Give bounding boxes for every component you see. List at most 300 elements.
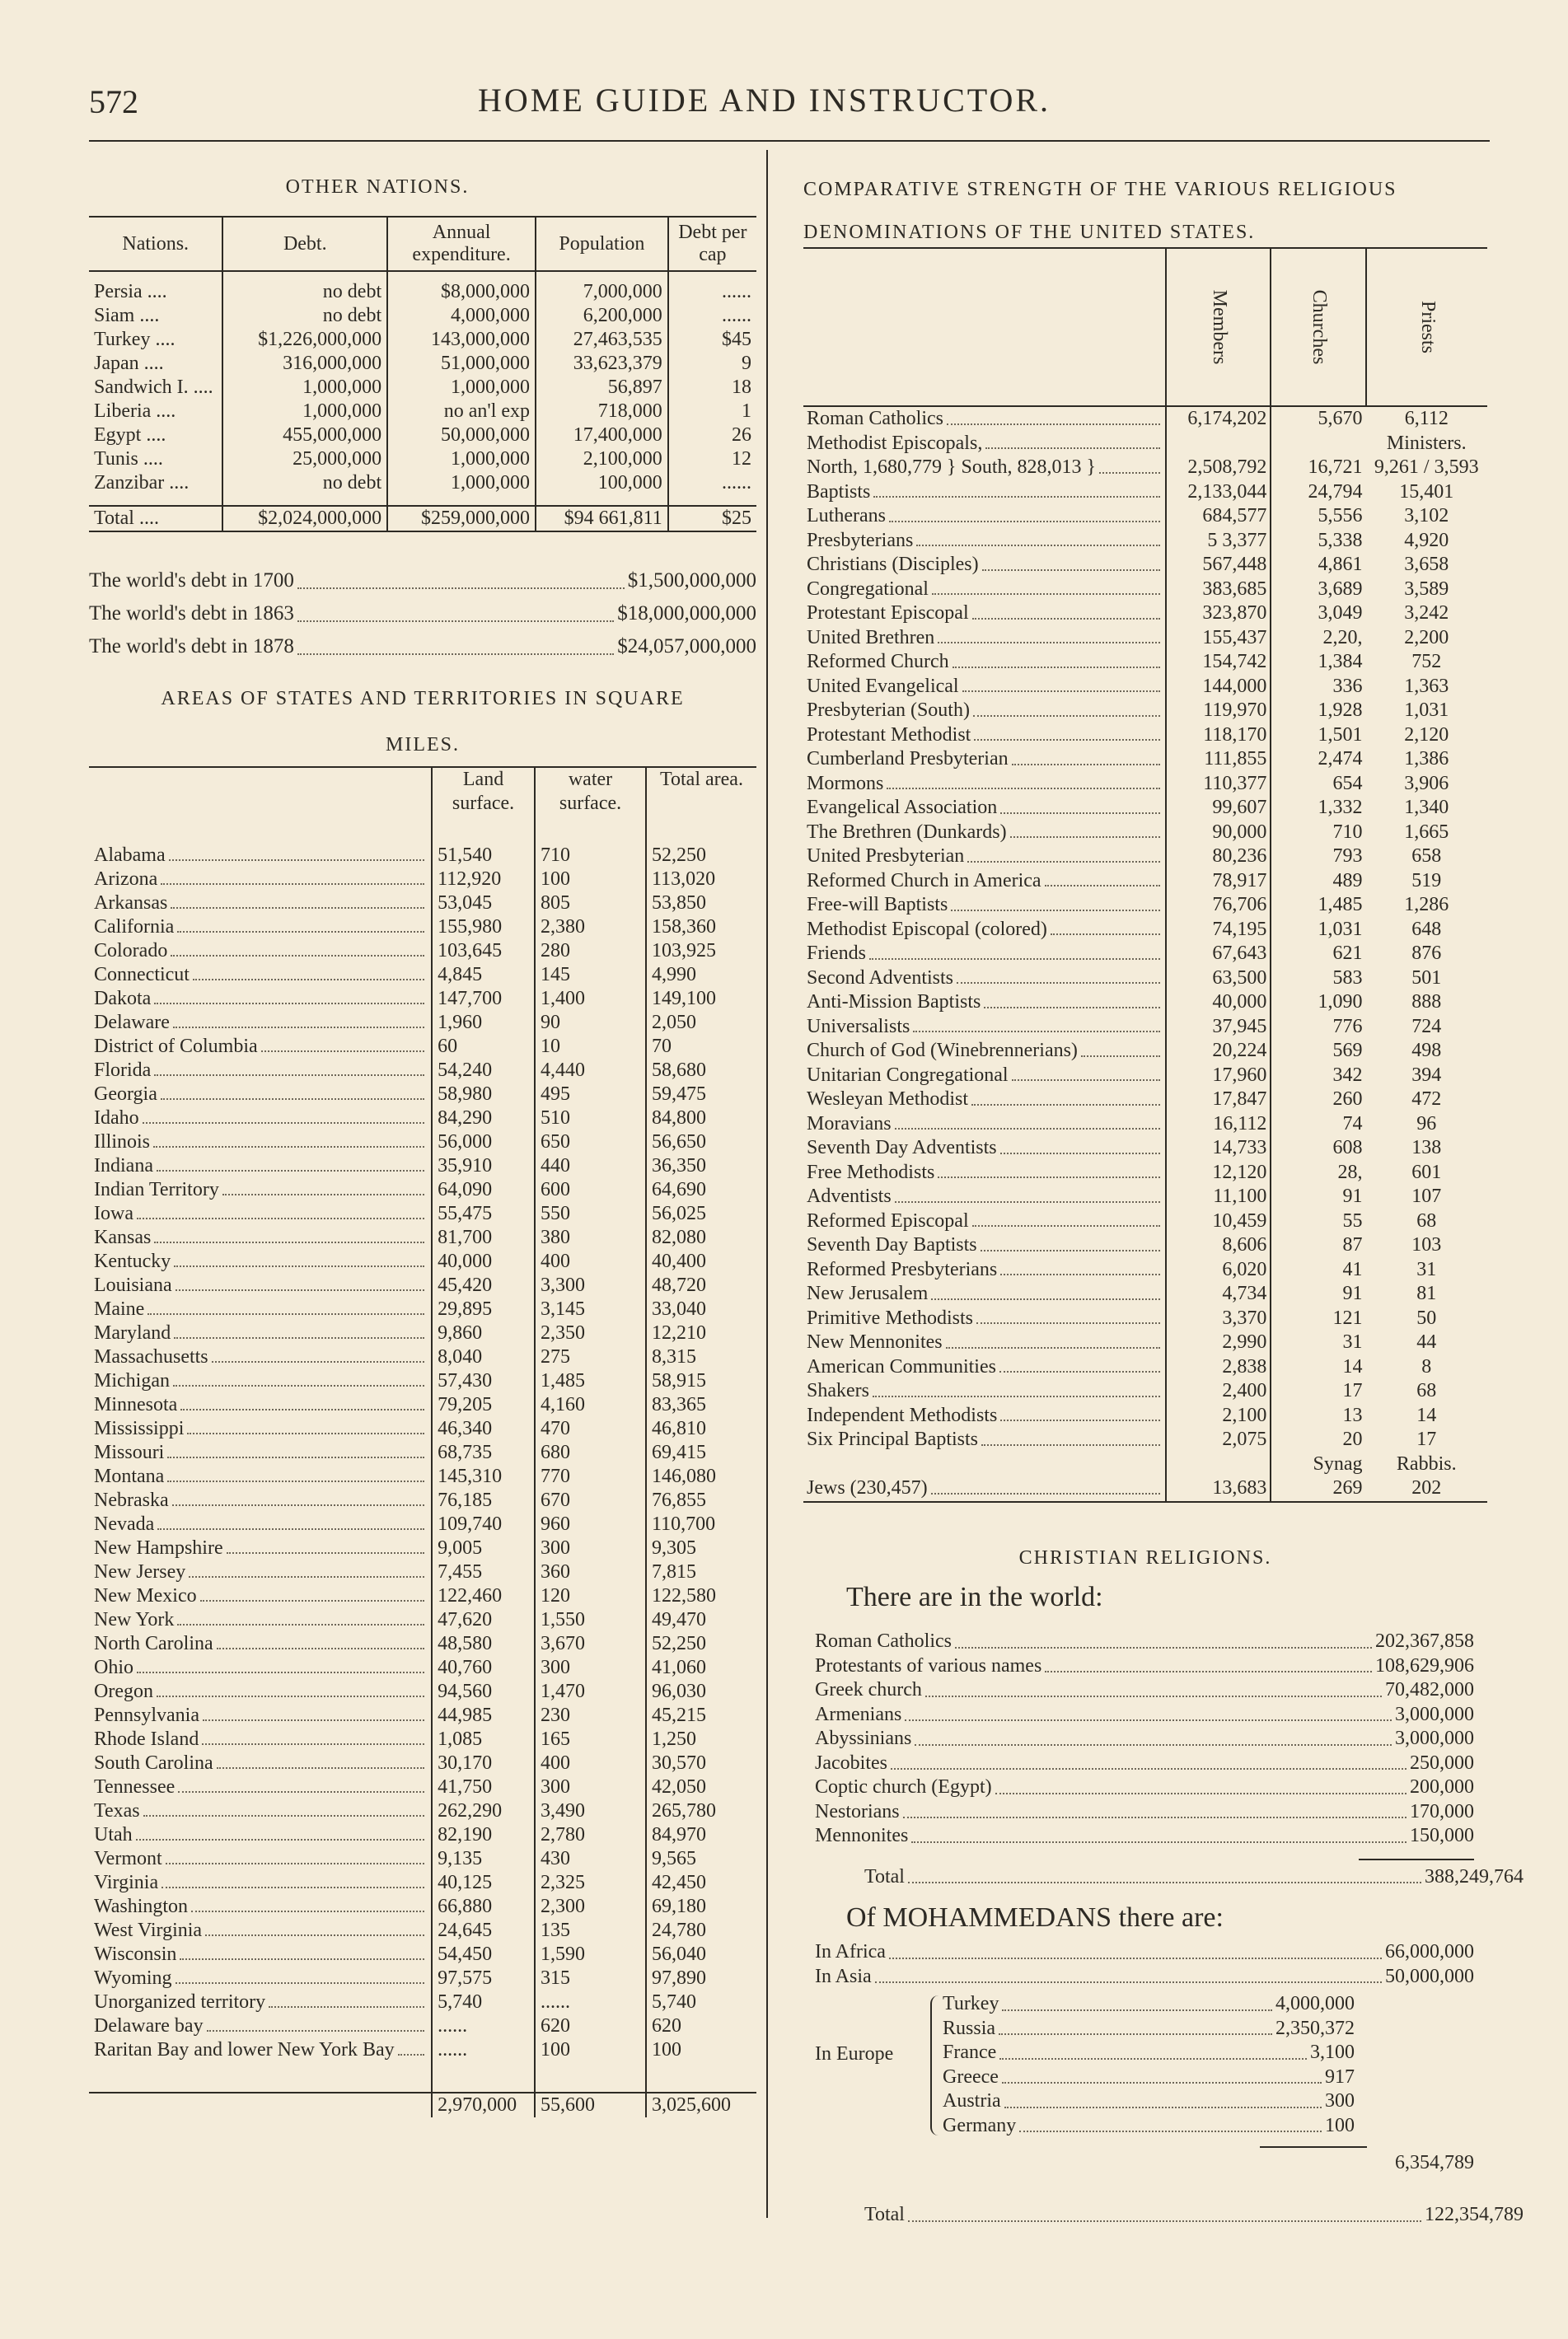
denomination-priests: 9,261 / 3,593: [1374, 456, 1479, 478]
state-water: 4,440: [535, 1059, 646, 1083]
state-name: [89, 987, 432, 1011]
mohammedans-total: [815, 2203, 1524, 2228]
table-row: [803, 723, 1487, 748]
denomination-churches: 1,928: [1271, 699, 1365, 723]
table-row: [803, 1331, 1487, 1355]
leader-dots: [1081, 1039, 1160, 1057]
state-total: 5,740: [646, 1990, 756, 2014]
table-row: [89, 1322, 756, 1345]
table-row: [89, 1226, 756, 1250]
leader-dots: [1004, 2089, 1322, 2108]
table-row: [803, 1453, 1487, 1477]
denomination-churches: 710: [1271, 821, 1365, 845]
nation-population: 17,400,000: [536, 423, 668, 447]
state-total: 1,250: [646, 1728, 756, 1752]
leader-dots: [297, 564, 625, 589]
table-row: [89, 1154, 756, 1178]
state-total: 2,050: [646, 1011, 756, 1035]
leader-dots: [1000, 1136, 1160, 1154]
leader-dots: [176, 1274, 424, 1291]
other-nations-title: OTHER NATIONS.: [285, 176, 470, 198]
leader-dots: [1000, 1258, 1160, 1276]
table-row: [89, 328, 756, 352]
world-debt-value: $24,057,000,000: [617, 635, 756, 657]
christian-total-label: Total: [864, 1865, 905, 1888]
table-row: [89, 915, 756, 939]
state-label: Utah: [94, 1824, 133, 1845]
sum-rule: [1359, 1859, 1474, 1860]
denomination-label: Reformed Church: [807, 651, 949, 672]
table-row: [803, 1209, 1487, 1234]
state-water: 400: [535, 1752, 646, 1775]
denomination-label: Presbyterian (South): [807, 699, 970, 721]
denomination-churches: 569: [1271, 1039, 1365, 1064]
state-water: 100: [535, 868, 646, 891]
state-land: 44,985: [432, 1704, 535, 1728]
table-row: [89, 1584, 756, 1608]
leader-dots: [1051, 918, 1160, 936]
state-water: 280: [535, 939, 646, 963]
state-total: 4,990: [646, 963, 756, 987]
leader-dots: [976, 1307, 1160, 1325]
leader-dots: [166, 1847, 424, 1864]
denomination-churches: 776: [1271, 1015, 1365, 1040]
state-label: Minnesota: [94, 1394, 178, 1415]
table-row: [89, 1274, 756, 1298]
table-row: [89, 1967, 756, 1990]
denomination-name: [803, 1404, 1166, 1429]
denomination-priests: 68: [1416, 1209, 1437, 1232]
total-land: 2,970,000: [432, 2093, 535, 2117]
leader-dots: [207, 2014, 424, 2032]
denomination-members: 40,000: [1166, 990, 1271, 1015]
state-name: [89, 1537, 432, 1560]
denomination-priests: 3,658: [1404, 554, 1449, 575]
denomination-members: 11,100: [1166, 1185, 1271, 1209]
state-water: 670: [535, 1489, 646, 1513]
state-total: 76,855: [646, 1489, 756, 1513]
leader-dots: [972, 601, 1160, 620]
state-name: [89, 1298, 432, 1322]
denomination-priests: 1,340: [1404, 797, 1449, 818]
state-land: 60: [432, 1035, 535, 1059]
state-label: New Mexico: [94, 1585, 197, 1607]
denomination-label: Wesleyan Methodist: [807, 1088, 969, 1110]
denomination-label: Roman Catholics: [807, 408, 943, 429]
table-row: [89, 1919, 756, 1943]
denomination-members: 12,120: [1166, 1161, 1271, 1186]
state-name: [89, 1943, 432, 1967]
table-row: [89, 1943, 756, 1967]
nation-expenditure: no an'l exp: [387, 400, 536, 423]
table-row: [803, 699, 1487, 723]
leader-dots: [193, 963, 424, 980]
leader-dots: [173, 1011, 424, 1028]
state-name: [89, 1990, 432, 2014]
state-total: 52,250: [646, 1632, 756, 1656]
christian-row-value: 200,000: [1410, 1776, 1474, 1798]
table-row: [803, 1282, 1487, 1307]
denomination-members: 74,195: [1166, 918, 1271, 943]
christian-row-label: Mennonites: [815, 1825, 909, 1846]
state-water: 440: [535, 1154, 646, 1178]
state-land: 46,340: [432, 1417, 535, 1441]
state-name: [89, 1322, 432, 1345]
state-label: Dakota: [94, 988, 152, 1009]
christian-religions-title: CHRISTIAN RELIGIONS.: [1018, 1547, 1272, 1569]
christian-row-label: Armenians: [815, 1703, 902, 1725]
denomination-label: United Evangelical: [807, 675, 959, 697]
denomination-priests: 501: [1411, 966, 1442, 989]
state-water: ......: [535, 1990, 646, 2014]
state-land: 109,740: [432, 1513, 535, 1537]
nation-debt: no debt: [222, 471, 387, 495]
state-name: [89, 1465, 432, 1489]
leader-dots: [999, 2017, 1272, 2036]
denomination-priests: 1,031: [1404, 699, 1449, 721]
leader-dots: [200, 1584, 424, 1602]
table-row: [89, 1178, 756, 1202]
denomination-churches: 17: [1271, 1379, 1365, 1404]
total-row: [89, 2093, 756, 2117]
denomination-churches: 5,338: [1271, 529, 1365, 554]
state-name: [89, 1226, 432, 1250]
denomination-name: [803, 942, 1166, 966]
state-name: [89, 1704, 432, 1728]
denomination-name: [803, 1453, 1166, 1477]
world-debt-label: The world's debt in 1878: [89, 635, 294, 657]
state-label: Massachusetts: [94, 1346, 208, 1368]
state-total: 9,565: [646, 1847, 756, 1871]
table-row: [89, 1035, 756, 1059]
denomination-name: [803, 1355, 1166, 1380]
state-water: 145: [535, 963, 646, 987]
state-name: [89, 1919, 432, 1943]
christian-intro: There are in the world:: [846, 1582, 1103, 1612]
leader-dots: [1002, 1992, 1272, 2011]
state-water: 2,380: [535, 915, 646, 939]
denomination-churches: 91: [1271, 1185, 1365, 1209]
table-row: [89, 891, 756, 915]
europe-block: [815, 1992, 1474, 2138]
state-land: 145,310: [432, 1465, 535, 1489]
state-water: 120: [535, 1584, 646, 1608]
table-row: [89, 400, 756, 423]
denomination-members: 17,847: [1166, 1088, 1271, 1112]
state-name: [89, 1130, 432, 1154]
state-total: 146,080: [646, 1465, 756, 1489]
state-name: [89, 1345, 432, 1369]
nation-per-cap: ......: [668, 280, 756, 304]
table-row: [803, 942, 1487, 966]
table-row: [803, 1355, 1487, 1380]
state-label: Idaho: [94, 1107, 139, 1129]
world-debt-value: $1,500,000,000: [627, 569, 756, 592]
state-land: 64,090: [432, 1178, 535, 1202]
denomination-label: Primitive Methodists: [807, 1307, 974, 1329]
state-land: ......: [432, 2038, 535, 2062]
christian-row-value: 170,000: [1410, 1800, 1474, 1822]
leader-dots: [931, 1282, 1160, 1300]
denomination-churches: 489: [1271, 869, 1365, 894]
denomination-name: [803, 601, 1166, 626]
nation-population: 33,623,379: [536, 352, 668, 376]
nation-population: 100,000: [536, 471, 668, 495]
state-name: [89, 1369, 432, 1393]
state-name: [89, 1106, 432, 1130]
table-row: [89, 352, 756, 376]
table-header-row: [803, 248, 1487, 406]
christian-row-label: Nestorians: [815, 1800, 900, 1822]
nation-per-cap: 9: [668, 352, 756, 376]
denomination-name: [803, 1015, 1166, 1040]
denomination-label: Moravians: [807, 1112, 892, 1134]
leader-dots: [227, 1537, 424, 1554]
state-name: [89, 1250, 432, 1274]
state-label: Maine: [94, 1298, 145, 1320]
christian-total: [815, 1865, 1524, 1890]
denomination-priests: 31: [1416, 1258, 1437, 1280]
denomination-label: Universalists: [807, 1015, 910, 1037]
europe-row-value: 2,350,372: [1275, 2017, 1355, 2039]
europe-row-label: France: [943, 2042, 997, 2063]
table-row: [803, 480, 1487, 505]
state-label: Michigan: [94, 1370, 170, 1392]
denomination-churches: 2,474: [1271, 747, 1365, 772]
leader-dots: [873, 480, 1160, 498]
leader-dots: [895, 1112, 1160, 1130]
state-water: 2,325: [535, 1871, 646, 1895]
denomination-label: Reformed Presbyterians: [807, 1258, 998, 1280]
state-label: Unorganized territory: [94, 1991, 266, 2013]
denomination-name: [803, 1088, 1166, 1112]
state-total: 103,925: [646, 939, 756, 963]
nation-expenditure: 1,000,000: [387, 447, 536, 471]
state-total: 59,475: [646, 1083, 756, 1106]
column-divider: [766, 150, 768, 2218]
state-name: [89, 844, 432, 868]
europe-row: [943, 2065, 1355, 2090]
world-debt-row: [89, 630, 756, 663]
nation-name: Sandwich I. ....: [94, 377, 213, 398]
state-name: [89, 1752, 432, 1775]
state-label: Vermont: [94, 1848, 162, 1869]
state-water: 1,550: [535, 1608, 646, 1632]
state-land: 40,760: [432, 1656, 535, 1680]
state-name: [89, 963, 432, 987]
nation-population: 6,200,000: [536, 304, 668, 328]
table-row: [89, 963, 756, 987]
state-total: 113,020: [646, 868, 756, 891]
table-row: [89, 1393, 756, 1417]
nation-debt: 1,000,000: [222, 400, 387, 423]
table-row: [803, 601, 1487, 626]
denomination-churches: 5,556: [1271, 504, 1365, 529]
state-total: 24,780: [646, 1919, 756, 1943]
christian-row: [815, 1752, 1474, 1776]
denomination-members: 567,448: [1166, 553, 1271, 578]
denomination-name: [803, 893, 1166, 918]
world-debt-list: [89, 564, 756, 663]
denomination-name: [803, 1233, 1166, 1258]
state-name: [89, 939, 432, 963]
denomination-members: 2,990: [1166, 1331, 1271, 1355]
denomination-members: 111,855: [1166, 747, 1271, 772]
nation-name: Tunis ....: [94, 448, 163, 470]
denomination-priests: 648: [1411, 918, 1442, 940]
state-total: 122,580: [646, 1584, 756, 1608]
mohammedans-intro: Of MOHAMMEDANS there are:: [846, 1902, 1224, 1933]
state-water: 510: [535, 1106, 646, 1130]
denomination-label: Presbyterians: [807, 529, 914, 551]
state-name: [89, 1489, 432, 1513]
leader-dots: [222, 1178, 424, 1195]
leader-dots: [154, 987, 424, 1004]
state-name: [89, 1154, 432, 1178]
leader-dots: [974, 723, 1160, 741]
state-label: West Virginia: [94, 1920, 203, 1941]
denomination-members: 4,734: [1166, 1282, 1271, 1307]
leader-dots: [180, 1393, 424, 1410]
denomination-label: American Communities: [807, 1355, 996, 1378]
denomination-members: 5 3,377: [1166, 529, 1271, 554]
leader-dots: [217, 1752, 424, 1769]
leader-dots: [981, 1428, 1160, 1446]
state-label: Nebraska: [94, 1490, 169, 1511]
nation-population: 56,897: [536, 376, 668, 400]
table-row: [89, 1130, 756, 1154]
table-row: [803, 1112, 1487, 1137]
mohammedan-region-label: In Asia: [815, 1965, 872, 1987]
table-row: [803, 844, 1487, 869]
denomination-churches: 14: [1271, 1355, 1365, 1380]
state-total: 158,360: [646, 915, 756, 939]
leader-dots: [1012, 747, 1160, 765]
state-land: 9,005: [432, 1537, 535, 1560]
page-number: 572: [89, 83, 138, 120]
leader-dots: [161, 868, 424, 885]
nation-population: 718,000: [536, 400, 668, 423]
denomination-name: [803, 1064, 1166, 1088]
table-row: [89, 1513, 756, 1537]
denomination-churches: 336: [1271, 675, 1365, 699]
denomination-priests: 3,906: [1404, 772, 1449, 794]
leader-dots: [172, 1489, 424, 1506]
denomination-churches: 13: [1271, 1404, 1365, 1429]
leader-dots: [971, 1088, 1160, 1106]
europe-row-value: 917: [1325, 2065, 1355, 2088]
state-water: 960: [535, 1513, 646, 1537]
christian-row-value: 70,482,000: [1385, 1679, 1474, 1700]
leader-dots: [161, 1871, 424, 1888]
denomination-priests: 2,120: [1404, 723, 1449, 746]
leader-dots: [932, 578, 1160, 596]
state-total: 41,060: [646, 1656, 756, 1680]
denomination-label: Free-will Baptists: [807, 894, 948, 915]
denomination-label: Cumberland Presbyterian: [807, 748, 1009, 770]
denomination-churches: 24,794: [1271, 480, 1365, 505]
leader-dots: [171, 891, 424, 909]
denomination-churches: 87: [1271, 1233, 1365, 1258]
state-total: 48,720: [646, 1274, 756, 1298]
state-water: 3,490: [535, 1799, 646, 1823]
state-land: 56,000: [432, 1130, 535, 1154]
denomination-label: Methodist Episcopal (colored): [807, 918, 1047, 940]
denomination-name: [803, 432, 1166, 456]
leader-dots: [167, 1465, 424, 1482]
state-name: [89, 1035, 432, 1059]
denomination-churches: 3,049: [1271, 601, 1365, 626]
state-name: [89, 1823, 432, 1847]
leader-dots: [157, 1680, 424, 1697]
leader-dots: [1010, 821, 1160, 839]
state-total: 97,890: [646, 1967, 756, 1990]
denomination-priests: 15,401: [1399, 480, 1454, 503]
europe-row: [943, 2114, 1355, 2139]
denomination-priests: 752: [1411, 651, 1442, 672]
leader-dots: [189, 1560, 424, 1578]
table-row: [89, 1895, 756, 1919]
state-total: 56,025: [646, 1202, 756, 1226]
state-label: Missouri: [94, 1442, 165, 1463]
table-row: [89, 1560, 756, 1584]
state-water: 275: [535, 1345, 646, 1369]
state-name: [89, 891, 432, 915]
denomination-members: 78,917: [1166, 869, 1271, 894]
table-row: [803, 1015, 1487, 1040]
denomination-label: Jews (230,457): [807, 1477, 928, 1499]
table-row: [803, 1161, 1487, 1186]
state-land: 54,450: [432, 1943, 535, 1967]
denomination-churches: 1,031: [1271, 918, 1365, 943]
state-label: Colorado: [94, 940, 168, 961]
state-land: 9,135: [432, 1847, 535, 1871]
leader-dots: [202, 1728, 424, 1745]
state-name: [89, 1584, 432, 1608]
leader-dots: [938, 1161, 1160, 1179]
col-header-churches: Churches: [1271, 248, 1365, 406]
leader-dots: [985, 432, 1160, 450]
denomination-label: North, 1,680,779 } South, 828,013 }: [807, 456, 1097, 478]
denomination-name: [803, 723, 1166, 748]
table-row: [89, 1083, 756, 1106]
table-row: [803, 456, 1487, 480]
state-label: Oregon: [94, 1681, 153, 1702]
nation-name: Turkey ....: [94, 329, 176, 350]
europe-row-label: Turkey: [943, 1993, 999, 2014]
denomination-priests: 3,589: [1404, 578, 1449, 600]
state-water: 550: [535, 1202, 646, 1226]
denomination-members: 684,577: [1166, 504, 1271, 529]
leader-dots: [157, 1513, 424, 1530]
denomination-label: Reformed Episcopal: [807, 1209, 969, 1232]
col-header-members: Members: [1166, 248, 1271, 406]
christian-row: [815, 1824, 1474, 1849]
page-header: [0, 0, 1568, 157]
leader-dots: [938, 626, 1160, 644]
state-land: 122,460: [432, 1584, 535, 1608]
table-row: [89, 1680, 756, 1704]
denomination-members: 6,020: [1166, 1258, 1271, 1283]
col-header-priests: Priests: [1366, 248, 1487, 406]
denomination-members: 154,742: [1166, 650, 1271, 675]
leader-dots: [982, 553, 1160, 571]
state-total: 100: [646, 2038, 756, 2062]
leader-dots: [169, 844, 424, 861]
christian-row-label: Greek church: [815, 1679, 922, 1700]
state-total: 53,850: [646, 891, 756, 915]
europe-row-value: 300: [1325, 2090, 1355, 2112]
